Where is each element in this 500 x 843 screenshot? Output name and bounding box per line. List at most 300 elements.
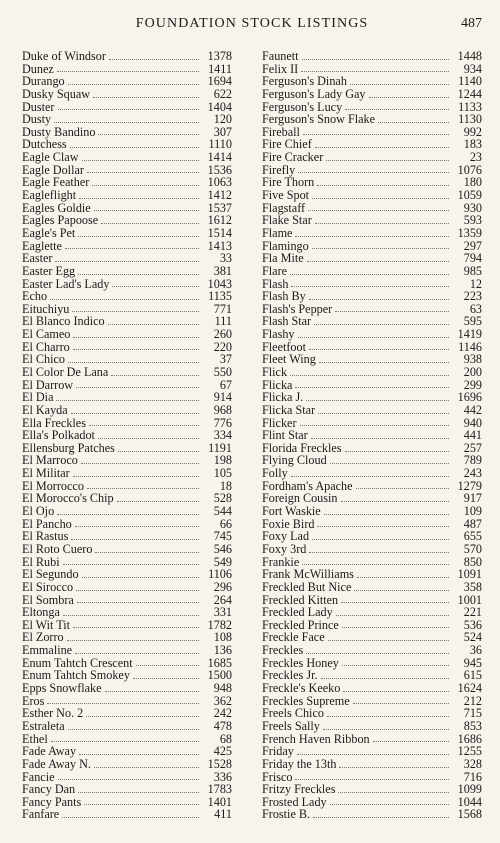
registry-number: 968: [213, 402, 232, 417]
listing-row: [22, 758, 232, 771]
registry-number: 120: [213, 112, 232, 127]
horse-name: Enum Tahtch Crescent: [22, 655, 133, 670]
registry-number: 358: [463, 579, 482, 594]
horse-name: Freckles Supreme: [262, 693, 350, 708]
dot-leader: [57, 71, 199, 72]
horse-name: Foreign Cousin: [262, 491, 338, 506]
listing-row: [22, 88, 232, 101]
horse-name: Frank McWilliams: [262, 567, 354, 582]
listing-row: [262, 808, 482, 821]
registry-number: 23: [469, 150, 482, 165]
registry-number: 1044: [457, 794, 482, 809]
horse-name: Freckles Honey: [262, 655, 339, 670]
listing-row: [22, 189, 232, 202]
dot-leader: [77, 602, 199, 603]
horse-name: Fordham's Apache: [262, 478, 353, 493]
registry-number: 1404: [207, 99, 232, 114]
registry-number: 33: [219, 251, 232, 266]
horse-name: El Sombra: [22, 592, 74, 607]
registry-number: 18: [219, 478, 232, 493]
horse-name: Fire Cracker: [262, 150, 324, 165]
dot-leader: [342, 665, 449, 666]
registry-number: 745: [213, 529, 232, 544]
registry-number: 334: [213, 428, 232, 443]
registry-number: 1782: [207, 617, 232, 632]
page-number: 487: [461, 16, 482, 31]
horse-name: El Color De Lana: [22, 365, 109, 379]
horse-name: Flake Star: [262, 213, 312, 228]
registry-number: 1448: [457, 48, 482, 63]
dot-leader: [111, 375, 199, 376]
listing-row: [22, 101, 232, 114]
horse-name: Eagles Goldie: [22, 200, 91, 215]
listing-row: [262, 88, 482, 101]
left-column: [22, 50, 232, 843]
registry-number: 1076: [457, 162, 482, 177]
horse-name: Freels Chico: [262, 706, 324, 721]
horse-name: Eltonga: [22, 605, 60, 620]
dot-leader: [330, 463, 449, 464]
dot-leader: [343, 691, 449, 692]
dot-leader: [87, 488, 199, 489]
horse-name: Fleetfoot: [262, 339, 307, 354]
horse-name: Flash Star: [262, 314, 312, 329]
registry-number: 299: [463, 377, 482, 392]
dot-leader: [354, 590, 449, 591]
dot-leader: [51, 741, 199, 742]
listing-row: [262, 644, 482, 657]
dot-leader: [78, 236, 199, 237]
dot-leader: [295, 779, 449, 780]
dot-leader: [68, 362, 199, 363]
horse-name: Fritzy Freckles: [262, 782, 336, 797]
dot-leader: [298, 337, 449, 338]
horse-name: El Chico: [22, 352, 65, 367]
listing-row: [262, 151, 482, 164]
horse-name: Eagle Feather: [22, 175, 90, 190]
dot-leader: [302, 564, 449, 565]
horse-name: Freckles Jr.: [262, 668, 318, 683]
listing-columns: [22, 50, 482, 843]
registry-number: 297: [463, 238, 482, 253]
dot-leader: [378, 122, 449, 123]
registry-number: 850: [463, 554, 482, 569]
horse-name: Fancy Dan: [22, 782, 76, 797]
registry-number: 1110: [208, 137, 232, 152]
listing-row: [262, 783, 482, 796]
dot-leader: [136, 665, 199, 666]
dot-leader: [295, 236, 449, 237]
horse-name: El Marroco: [22, 453, 78, 468]
listing-row: [262, 366, 482, 379]
registry-number: 296: [213, 579, 232, 594]
listing-row: [22, 505, 232, 518]
horse-name: Eagleflight: [22, 188, 77, 203]
horse-name: Fancie: [22, 769, 55, 784]
horse-name: Fireball: [262, 124, 300, 139]
registry-number: 1130: [458, 112, 482, 127]
registry-number: 945: [463, 655, 482, 670]
horse-name: Eagle's Pet: [22, 225, 76, 240]
registry-number: 1359: [457, 225, 482, 240]
horse-name: Foxy 3rd: [262, 541, 307, 556]
dot-leader: [350, 84, 449, 85]
listing-row: [22, 379, 232, 392]
horse-name: El Sirocco: [22, 579, 74, 594]
registry-number: 136: [213, 643, 232, 658]
dot-leader: [356, 488, 449, 489]
registry-number: 108: [213, 630, 232, 645]
horse-name: Enum Tahtch Smokey: [22, 668, 130, 683]
dot-leader: [73, 627, 199, 628]
registry-number: 1685: [207, 655, 232, 670]
registry-number: 12: [469, 276, 482, 291]
dot-leader: [75, 653, 199, 654]
dot-leader: [81, 463, 199, 464]
horse-name: Fire Thorn: [262, 175, 315, 190]
horse-name: Ferguson's Lucy: [262, 99, 343, 114]
registry-number: 1528: [207, 756, 232, 771]
horse-name: Freckles: [262, 643, 304, 658]
dot-leader: [313, 817, 449, 818]
horse-name: Freckled Prince: [262, 617, 339, 632]
listing-row: [22, 50, 232, 63]
listing-row: [262, 404, 482, 417]
registry-number: 930: [463, 200, 482, 215]
listing-row: [22, 265, 232, 278]
dot-leader: [47, 703, 199, 704]
listing-row: [22, 568, 232, 581]
horse-name: Eros: [22, 693, 45, 708]
dot-leader: [353, 703, 449, 704]
registry-number: 1140: [458, 74, 482, 89]
horse-name: El Segundo: [22, 567, 79, 582]
registry-number: 242: [213, 706, 232, 721]
listing-row: [22, 644, 232, 657]
dot-leader: [373, 741, 449, 742]
dot-leader: [68, 84, 199, 85]
horse-name: Easter: [22, 251, 53, 266]
registry-number: 180: [463, 175, 482, 190]
dot-leader: [70, 147, 199, 148]
registry-number: 260: [213, 327, 232, 342]
dot-leader: [71, 539, 199, 540]
registry-number: 794: [463, 251, 482, 266]
listing-row: [262, 733, 482, 746]
listing-row: [262, 290, 482, 303]
registry-number: 307: [213, 124, 232, 139]
dot-leader: [338, 792, 449, 793]
horse-name: Fade Away N.: [22, 756, 91, 771]
listing-row: [262, 50, 482, 63]
horse-name: Ella's Polkadot: [22, 428, 95, 443]
dot-leader: [50, 299, 199, 300]
dot-leader: [327, 716, 449, 717]
right-column: [262, 50, 482, 843]
registry-number: 546: [213, 541, 232, 556]
listing-row: [22, 808, 232, 821]
registry-number: 776: [213, 415, 232, 430]
horse-name: Freels Sally: [262, 718, 320, 733]
dot-leader: [82, 577, 199, 578]
dot-leader: [324, 514, 449, 515]
registry-number: 1411: [208, 61, 232, 76]
horse-name: Ella Freckles: [22, 415, 86, 430]
dot-leader: [58, 109, 200, 110]
registry-number: 1783: [207, 782, 232, 797]
registry-number: 1255: [457, 744, 482, 759]
horse-name: Flying Cloud: [262, 453, 327, 468]
dot-leader: [92, 185, 199, 186]
dot-leader: [339, 767, 449, 768]
horse-name: Flicka J.: [262, 390, 304, 405]
dot-leader: [108, 324, 199, 325]
listing-row: [22, 240, 232, 253]
registry-number: 37: [219, 352, 232, 367]
horse-name: El Dia: [22, 390, 54, 405]
horse-name: Ethel: [22, 731, 48, 746]
horse-name: El Blanco Indico: [22, 314, 105, 329]
listing-row: [262, 682, 482, 695]
listing-row: [262, 467, 482, 480]
registry-number: 425: [213, 744, 232, 759]
listing-row: [22, 151, 232, 164]
dot-leader: [82, 160, 199, 161]
horse-name: Epps Snowflake: [22, 681, 102, 696]
dot-leader: [291, 476, 449, 477]
horse-name: Eagle Dollar: [22, 162, 84, 177]
horse-name: Five Spot: [262, 188, 310, 203]
dot-leader: [54, 122, 199, 123]
listing-row: [262, 189, 482, 202]
horse-name: Dusky Squaw: [22, 86, 91, 101]
dot-leader: [94, 210, 199, 211]
horse-name: Flamingo: [262, 238, 309, 253]
listing-row: [22, 404, 232, 417]
dot-leader: [73, 337, 199, 338]
dot-leader: [341, 501, 450, 502]
registry-number: 1694: [207, 74, 232, 89]
dot-leader: [79, 754, 199, 755]
registry-number: 1414: [207, 150, 232, 165]
dot-leader: [302, 59, 449, 60]
registry-number: 938: [463, 352, 482, 367]
registry-number: 487: [463, 516, 482, 531]
registry-number: 1001: [457, 592, 482, 607]
listing-row: [262, 505, 482, 518]
registry-number: 528: [213, 491, 232, 506]
dot-leader: [323, 729, 449, 730]
registry-number: 328: [463, 756, 482, 771]
horse-name: Dunez: [22, 61, 54, 76]
registry-number: 1696: [457, 390, 482, 405]
listing-row: [262, 113, 482, 126]
horse-name: Fade Away: [22, 744, 77, 759]
dot-leader: [330, 804, 449, 805]
registry-number: 1612: [207, 213, 232, 228]
listing-row: [22, 328, 232, 341]
registry-number: 992: [463, 124, 482, 139]
horse-name: Freckled Lady: [262, 605, 333, 620]
registry-number: 1063: [207, 175, 232, 190]
listing-row: [22, 429, 232, 442]
horse-name: Ferguson's Lady Gay: [262, 86, 366, 101]
horse-name: El Charro: [22, 339, 70, 354]
registry-number: 715: [463, 706, 482, 721]
registry-number: 1419: [457, 327, 482, 342]
registry-number: 111: [214, 314, 232, 329]
listing-row: [262, 581, 482, 594]
dot-leader: [112, 286, 199, 287]
horse-name: Flash By: [262, 289, 306, 304]
dot-leader: [71, 413, 199, 414]
dot-leader: [291, 286, 449, 287]
horse-name: Flare: [262, 263, 288, 278]
dot-leader: [309, 299, 449, 300]
registry-number: 1106: [208, 567, 232, 582]
registry-number: 1378: [207, 48, 232, 63]
registry-number: 1401: [207, 794, 232, 809]
horse-name: Eituchiyu: [22, 301, 70, 316]
registry-number: 411: [214, 807, 232, 822]
registry-number: 1413: [207, 238, 232, 253]
registry-number: 381: [213, 263, 232, 278]
horse-name: Ellensburg Patches: [22, 440, 115, 455]
dot-leader: [73, 476, 199, 477]
horse-name: El Morocco's Chip: [22, 491, 114, 506]
listing-row: [22, 467, 232, 480]
registry-number: 1279: [457, 478, 482, 493]
horse-name: Flash: [262, 276, 289, 291]
horse-name: Faunett: [262, 48, 299, 63]
registry-number: 1099: [457, 782, 482, 797]
dot-leader: [317, 526, 449, 527]
dot-leader: [133, 678, 199, 679]
registry-number: 362: [213, 693, 232, 708]
registry-number: 595: [463, 314, 482, 329]
listing-row: [262, 328, 482, 341]
horse-name: El Cameo: [22, 327, 71, 342]
dot-leader: [314, 324, 449, 325]
dot-leader: [298, 172, 449, 173]
horse-name: Folly: [262, 466, 288, 481]
horse-name: El Darrow: [22, 377, 74, 392]
registry-number: 615: [463, 668, 482, 683]
dot-leader: [105, 691, 199, 692]
registry-number: 536: [463, 617, 482, 632]
horse-name: Freckle's Keeko: [262, 681, 341, 696]
registry-number: 917: [463, 491, 482, 506]
listing-row: [22, 745, 232, 758]
dot-leader: [312, 248, 449, 249]
registry-number: 716: [463, 769, 482, 784]
dot-leader: [312, 198, 449, 199]
dot-leader: [345, 451, 449, 452]
horse-name: Emmaline: [22, 643, 73, 658]
dot-leader: [341, 602, 449, 603]
dot-leader: [317, 185, 449, 186]
registry-number: 934: [463, 61, 482, 76]
horse-name: Frisco: [262, 769, 293, 784]
horse-name: Easter Egg: [22, 263, 76, 278]
dot-leader: [57, 514, 199, 515]
horse-name: Ferguson's Snow Flake: [262, 112, 376, 127]
registry-number: 1244: [457, 86, 482, 101]
registry-number: 212: [463, 693, 482, 708]
horse-name: Flicka Star: [262, 402, 316, 417]
dot-leader: [369, 97, 449, 98]
dot-leader: [321, 678, 449, 679]
dot-leader: [311, 438, 449, 439]
dot-leader: [79, 198, 199, 199]
dot-leader: [315, 147, 449, 148]
registry-number: 1135: [208, 289, 232, 304]
registry-number: 1146: [458, 339, 482, 354]
listing-row: [22, 543, 232, 556]
dot-leader: [315, 223, 449, 224]
dot-leader: [87, 172, 199, 173]
dot-leader: [290, 375, 449, 376]
horse-name: Frostie B.: [262, 807, 311, 822]
horse-name: Flame: [262, 225, 293, 240]
horse-name: Freckled But Nice: [262, 579, 352, 594]
dot-leader: [336, 615, 449, 616]
horse-name: Friday the 13th: [262, 756, 337, 771]
horse-name: Fla Mite: [262, 251, 304, 266]
dot-leader: [62, 817, 199, 818]
listing-row: [22, 606, 232, 619]
dot-leader: [309, 552, 449, 553]
dot-leader: [301, 71, 449, 72]
registry-number: 200: [463, 365, 482, 379]
registry-number: 524: [463, 630, 482, 645]
registry-number: 331: [213, 605, 232, 620]
dot-leader: [109, 59, 199, 60]
registry-number: 67: [219, 377, 232, 392]
horse-name: Duke of Windsor: [22, 48, 106, 63]
horse-name: Felix II: [262, 61, 299, 76]
dot-leader: [306, 400, 449, 401]
listing-row: [262, 214, 482, 227]
registry-number: 1412: [207, 188, 232, 203]
horse-name: Dusty Bandino: [22, 124, 96, 139]
horse-name: Frosted Lady: [262, 794, 327, 809]
horse-name: Echo: [22, 289, 48, 304]
listing-row: [262, 606, 482, 619]
registry-number: 105: [213, 466, 232, 481]
page-header: [22, 16, 482, 34]
horse-name: Fanfare: [22, 807, 60, 822]
horse-name: El Ojo: [22, 504, 55, 519]
registry-number: 549: [213, 554, 232, 569]
dot-leader: [78, 792, 199, 793]
dot-leader: [84, 804, 199, 805]
registry-number: 985: [463, 263, 482, 278]
dot-leader: [290, 274, 449, 275]
dot-leader: [300, 425, 449, 426]
dot-leader: [342, 627, 449, 628]
registry-number: 1059: [457, 188, 482, 203]
listing-row: [22, 113, 232, 126]
registry-number: 221: [463, 605, 482, 620]
registry-number: 914: [213, 390, 232, 405]
dot-leader: [67, 640, 199, 641]
registry-number: 622: [213, 86, 232, 101]
listing-row: [22, 682, 232, 695]
listing-row: [262, 455, 482, 468]
registry-number: 1537: [207, 200, 232, 215]
registry-number: 655: [463, 529, 482, 544]
